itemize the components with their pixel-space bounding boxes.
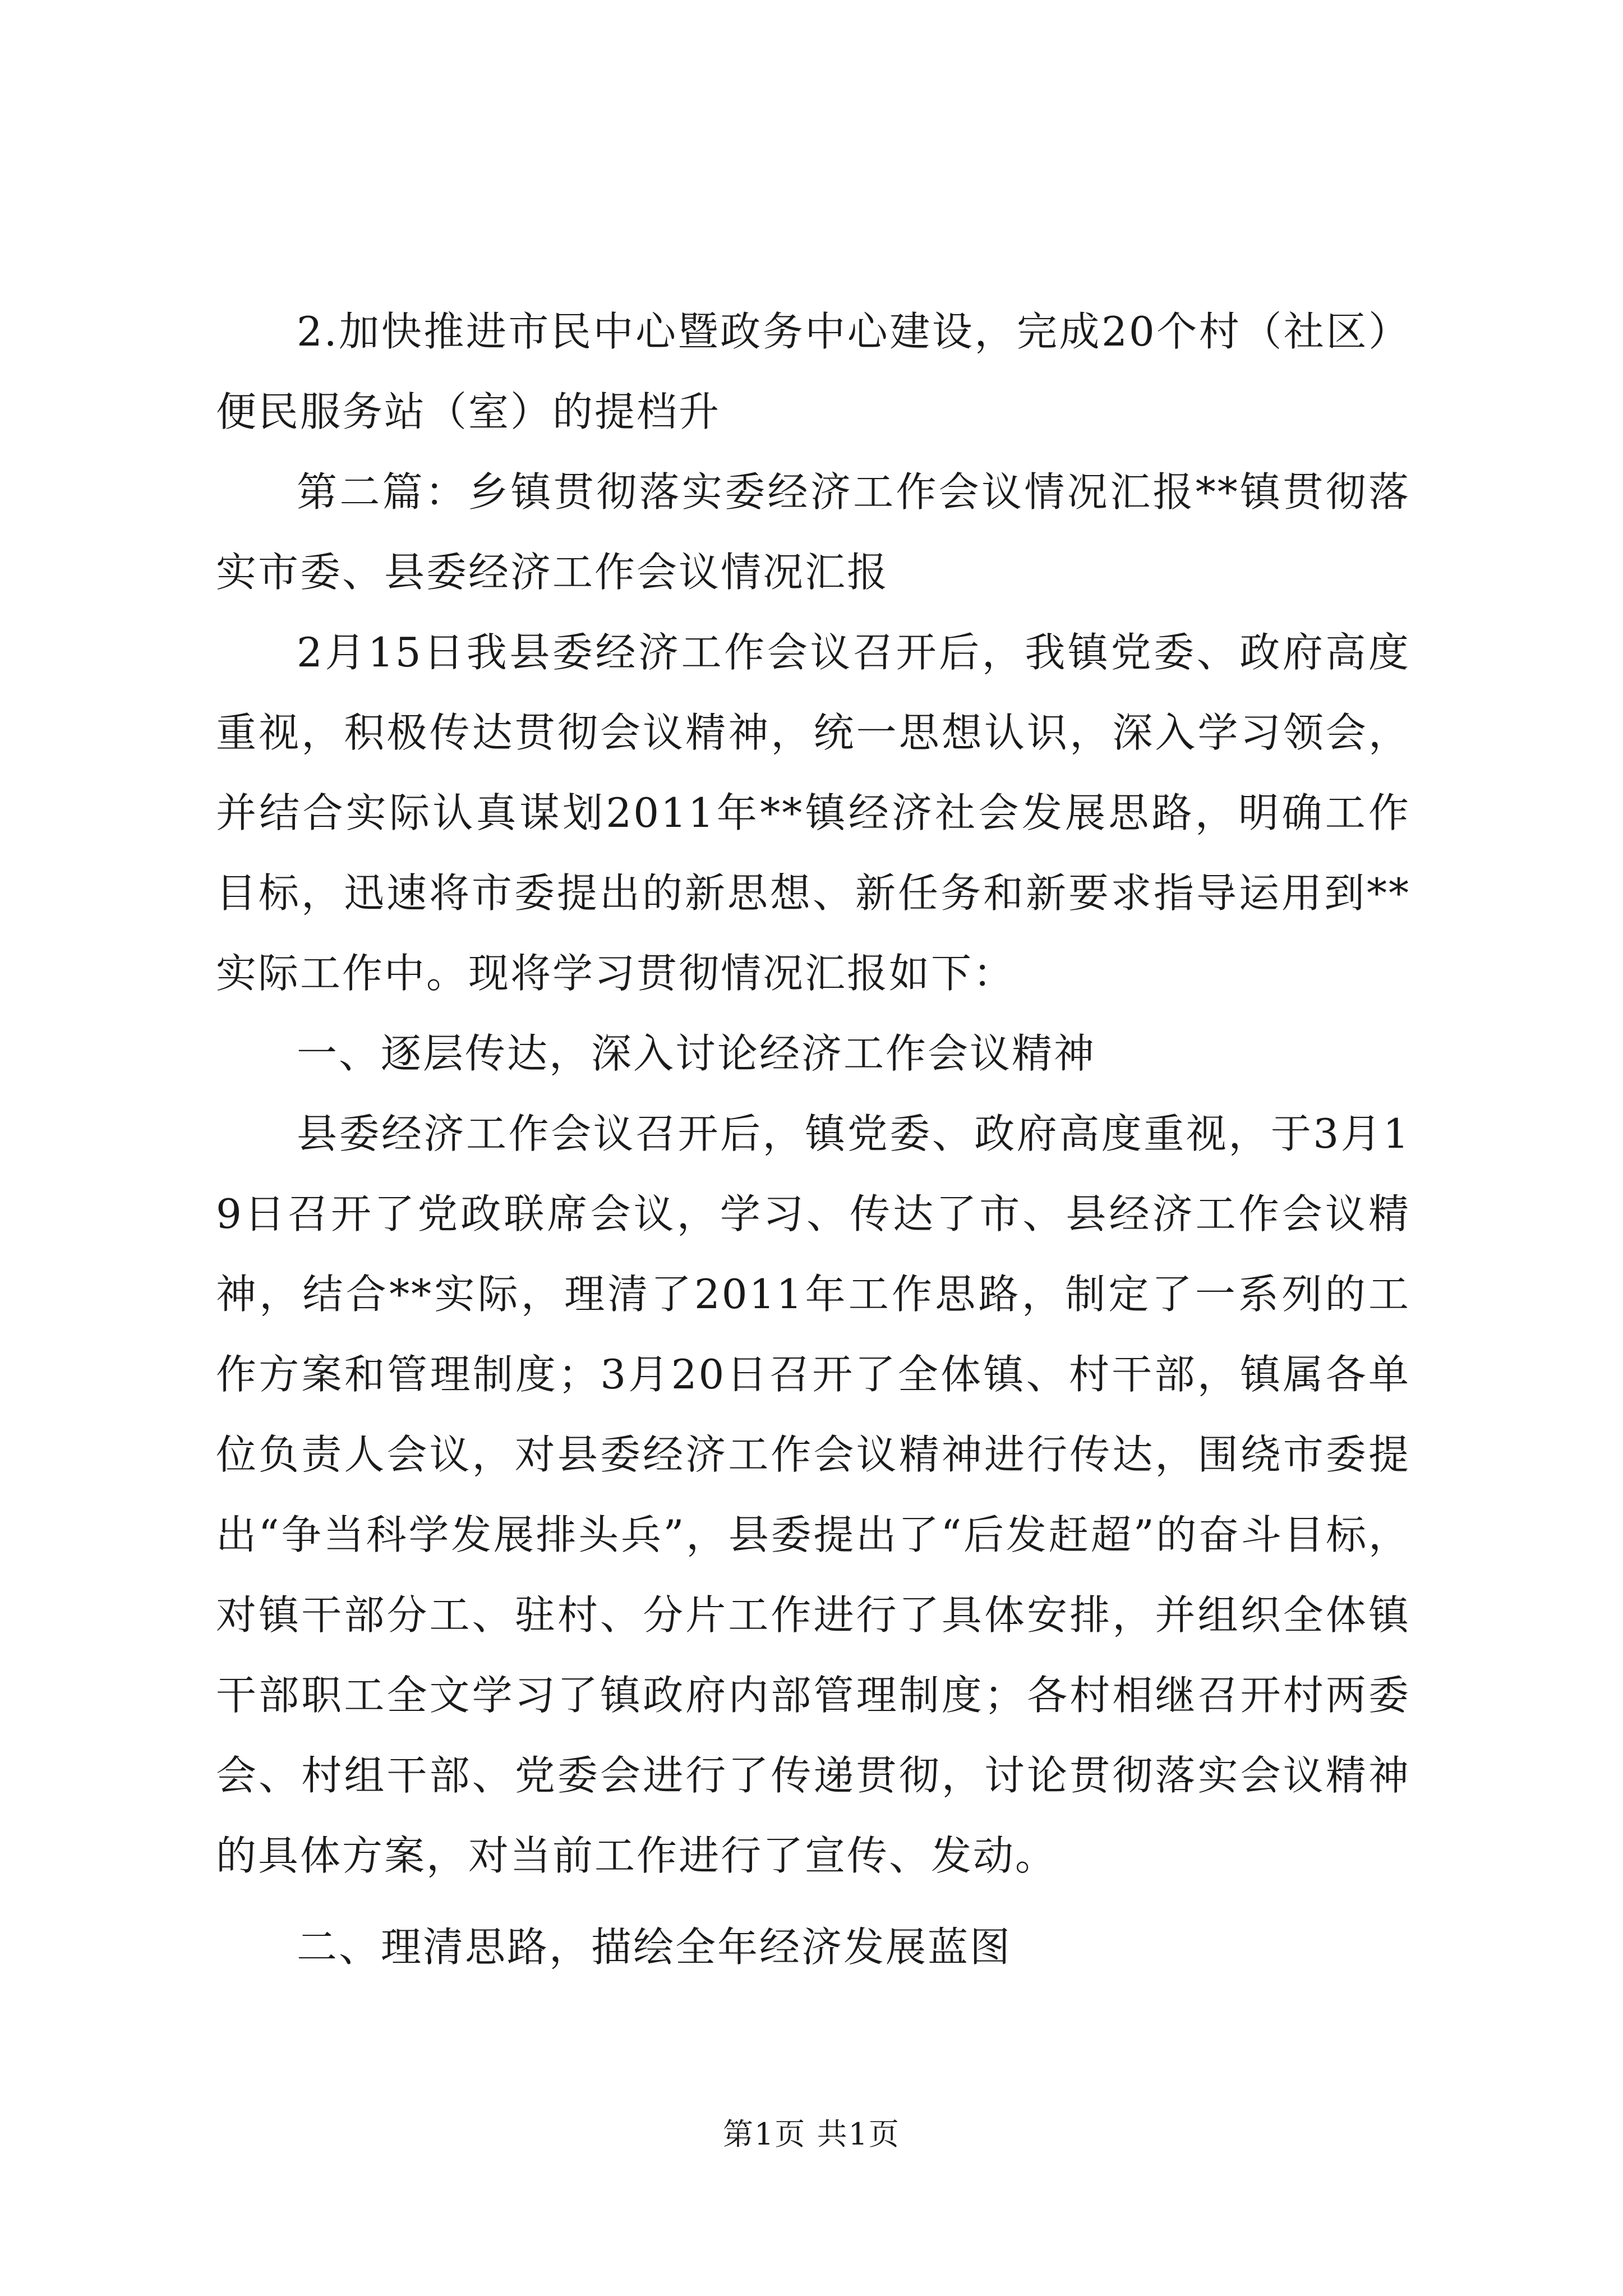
paragraph-item-1: 2.加快推进市民中心暨政务中心建设，完成20个村（社区）便民服务站（室）的提档升 — [216, 308, 1410, 435]
document-body — [216, 292, 1410, 1987]
paragraph-intro: 2月15日我县委经济工作会议召开后，我镇党委、政府高度重视，积极传达贯彻会议精神，统一思想认识，深入学习领会，并结合实际认真谋划2011年**镇经济社会发展思路，明确工作目标，迅速将市委提出的新思想、新任务和新要求指导运用到**实际工作中。现将学习贯彻情况汇报如下： — [216, 629, 1410, 997]
section-heading-two: 二、理清思路，描绘全年经济发展蓝图 — [297, 1924, 1012, 1971]
page-number-footer: 第1页 共1页 — [723, 2116, 900, 2152]
paragraph-section-one-body: 县委经济工作会议召开后，镇党委、政府高度重视，于3月19日召开了党政联席会议，学习、传达了市、县经济工作会议精神，结合**实际，理清了2011年工作思路，制定了一系列的工作方案和管理制度；3月20日召开了全体镇、村干部，镇属各单位负责人会议，对县委经济工作会议精神进行传达，围绕市委提出“争当科学发展排头兵”，县委提出了“后发赶超”的奋斗目标，对镇干部分工、驻村、分片工作进行了具体安排，并组织全体镇干部职工全文学习了镇政府内部管理制度；各村相继召开村两委会、村组干部、党委会进行了传递贯彻，讨论贯彻落实会议精神的具体方案，对当前工作进行了宣传、发动。 — [216, 1110, 1410, 1879]
section-heading-one: 一、逐层传达，深入讨论经济工作会议精神 — [297, 1030, 1096, 1077]
section-title-part-two: 第二篇：乡镇贯彻落实委经济工作会议情况汇报**镇贯彻落实市委、县委经济工作会议情况汇报 — [216, 468, 1410, 596]
